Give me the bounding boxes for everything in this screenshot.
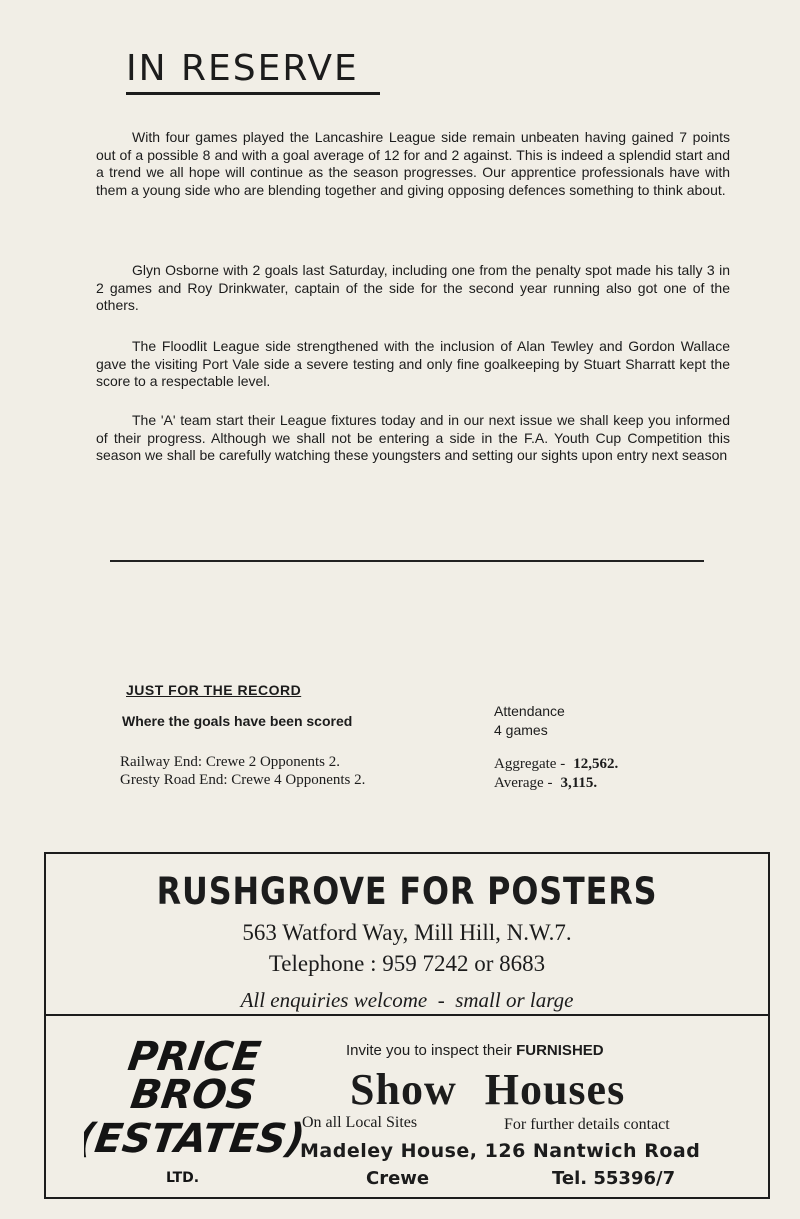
average-label: Average - <box>494 775 553 791</box>
estates-town: Crewe <box>366 1168 430 1189</box>
rushgrove-address: 563 Watford Way, Mill Hill, N.W.7. <box>242 920 572 945</box>
record-subheading: Where the goals have been scored <box>122 713 353 729</box>
invite-furnished: FURNISHED <box>516 1042 604 1059</box>
paragraph-glyn-osborne: Glyn Osborne with 2 goals last Saturday, including one from the penalty spot made his tally 3 in 2 games and Roy Drinkwater, captain of the side for the second year running also got one of the others. <box>96 262 730 313</box>
logo-bros: BROS <box>127 1072 259 1118</box>
estates-telephone: Tel. 55396/7 <box>552 1168 676 1189</box>
logo-estates: (ESTATES) <box>84 1116 308 1162</box>
attendance-games: 4 games <box>494 722 548 738</box>
estates-invite <box>346 1042 604 1059</box>
advertisement-split-rule <box>46 1014 768 1016</box>
invite-text: Invite you to inspect their <box>346 1042 512 1059</box>
record-heading: JUST FOR THE RECORD <box>126 682 302 698</box>
show-houses-heading <box>350 1064 625 1115</box>
advertisement-box <box>44 852 770 1199</box>
rushgrove-enquiries <box>46 988 768 1013</box>
paragraph-floodlit-league: The Floodlit League side strengthened with the inclusion of Alan Tewley and Gordon Wallace gave the visiting Port Vale side a severe testing and only fine goalkeeping by Stuart Sharratt kept the score to a respectable level. <box>96 338 730 389</box>
attendance-aggregate <box>494 756 618 773</box>
paragraph-lancashire-league: With four games played the Lancashire League side remain unbeaten having gained 7 points out of a possible 8 and with a goal average of 12 for and 2 against. This is indeed a splendid start and a trend we all hope will continue as the season progresses. Our apprentice professionals have with them a young side who are blending together and giving opposing defences something to think about. <box>96 129 730 198</box>
average-value: 3,115. <box>560 775 598 791</box>
rushgrove-headline: RUSHGROVE FOR POSTERS <box>156 870 658 913</box>
goals-railway-end: Railway End: Crewe 2 Opponents 2. <box>120 754 340 770</box>
attendance-average <box>494 775 597 792</box>
logo-ltd: LTD. <box>166 1170 200 1186</box>
estates-sites: On all Local Sites <box>302 1114 418 1131</box>
estates-further-details: For further details contact <box>504 1116 670 1133</box>
aggregate-value: 12,562. <box>573 756 619 772</box>
page-title: IN RESERVE <box>126 48 359 89</box>
enquiries-right: small or large <box>455 988 574 1012</box>
attendance-label-block <box>494 702 565 740</box>
enquiries-separator: - <box>437 988 445 1012</box>
aggregate-label: Aggregate - <box>494 756 566 772</box>
show-word: Show <box>350 1065 457 1114</box>
price-bros-logo <box>84 1032 344 1192</box>
title-underline <box>126 92 380 95</box>
houses-word: Houses <box>484 1065 626 1114</box>
rushgrove-telephone: Telephone : 959 7242 or 8683 <box>268 951 546 976</box>
section-divider <box>110 560 704 562</box>
logo-price: PRICE <box>125 1034 264 1080</box>
goals-gresty-road-end: Gresty Road End: Crewe 4 Opponents 2. <box>120 772 366 788</box>
paragraph-a-team: The 'A' team start their League fixtures today and in our next issue we shall keep you informed of their progress. Although we shall not be entering a side in the F.A. Youth Cup Competition this season we shall be carefully watching these youngsters and setting our sights upon entry next season <box>96 412 730 463</box>
enquiries-left: All enquiries welcome <box>240 988 428 1012</box>
attendance-label: Attendance <box>494 703 565 719</box>
estates-address: Madeley House, 126 Nantwich Road <box>300 1140 701 1162</box>
